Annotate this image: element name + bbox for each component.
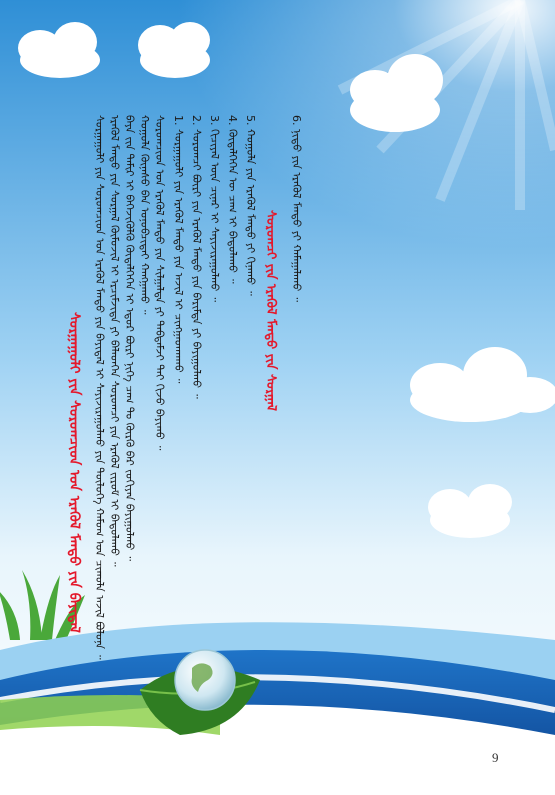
list-item: 5. ᠬᠣᠭᠣᠯᠠ ᠶᠢᠨ ᠡᠷᠡᠭᠦᠯ ᠮᠡᠨᠳᠦ ᠶᠢ ᠬᠢᠨᠠᠬᠤ ᠃ — [244, 115, 257, 296]
list-item: 6. ᠨᠢᠳᠦ ᠶᠢᠨ ᠡᠷᠡᠭᠦᠯ ᠮᠡᠨᠳᠦ ᠶᠢ ᠬᠠᠮᠠᠭᠠᠯᠠᠬᠤ ᠃ — [290, 115, 303, 302]
paragraph-line: ᠰᠤᠷᠤᠭᠴᠢᠳ ᠤᠨ ᠡᠷᠡᠭᠦᠯ ᠮᠡᠨᠳᠦ ᠶᠢᠨ ᠰᠢᠯᠭᠠᠯᠲᠠ ᠶᠢ ᠳᠠᠪᠲᠠᠮᠵᠢ ᠲᠠᠢ ᠬᠢᠵᠦ ᠪᠠᠶᠢᠬᠤ ᠃ — [153, 115, 166, 451]
paragraph-line: ᠰᠤᠷᠭᠠᠭᠤᠯᠢ ᠶᠢᠨ ᠰᠤᠷᠤᠭᠴᠢᠳ ᠤᠨ ᠡᠷᠡᠭᠦᠯ ᠮᠡᠨᠳᠦ ᠶᠢᠨ ᠪᠠᠶᠢᠳᠠᠯ ᠢ ᠰᠠᠶᠢᠵᠢᠷᠠᠭᠤᠯᠬᠤ ᠶᠢᠨ ᠲᠥᠯᠥᠭᠡ ᠬᠠᠮᠤᠭ ᠤᠨ ᠴᠢᠬᠤᠯᠠ ᠠᠵᠢᠯ ᠪᠣᠯᠤᠨᠠ ᠃ — [93, 115, 106, 660]
list-item: 4. ᠬᠥᠳᠡᠯᠭᠡᠭᠡᠨ ᠦ ᠴᠠᠭ ᠢ ᠪᠠᠲᠤᠯᠠᠬᠤ ᠃ — [226, 115, 239, 284]
list-item: 1. ᠰᠤᠷᠭᠠᠭᠤᠯᠢ ᠶᠢᠨ ᠡᠷᠡᠭᠦᠯ ᠮᠡᠨᠳᠦ ᠶᠢᠨ ᠠᠵᠢᠯ ᠢ ᠴᠢᠩᠭᠠᠳᠬᠠᠬᠤ ᠃ — [172, 115, 185, 384]
paragraph-line: ᠬᠣᠭᠣᠯᠠ ᠬᠦᠨᠡᠰᠦ ᠪᠡᠨ ᠣᠨᠣᠪᠴᠢᠲᠠᠢ ᠬᠠᠩᠭᠠᠬᠤ ᠃ — [138, 115, 151, 315]
main-heading: ᠰᠤᠷᠭᠠᠭᠤᠯᠢ ᠶᠢᠨ ᠰᠤᠷᠤᠭᠴᠢᠳ ᠤᠨ ᠡᠷᠡᠭᠦᠯ ᠮᠡᠨᠳᠦ ᠶᠢᠨ ᠪᠠᠶᠢᠳᠠᠯ — [66, 312, 82, 633]
list-item: 2. ᠰᠤᠷᠤᠭᠴᠢ ᠪᠦᠷᠢ ᠶᠢᠨ ᠡᠷᠡᠭᠦᠯ ᠮᠡᠨᠳᠦ ᠶᠢᠨ ᠪᠠᠷᠢᠮᠲᠠ ᠶᠢ ᠪᠠᠶᠢᠭᠤᠯᠬᠤ ᠃ — [190, 115, 203, 399]
page-number: 9 — [492, 750, 499, 765]
list-item: 3. ᠬᠢᠴᠢᠶᠡᠯ ᠦᠨ ᠴᠢᠨᠠᠷ ᠢ ᠰᠠᠶᠢᠵᠢᠷᠠᠭᠤᠯᠬᠤ ᠃ — [208, 115, 221, 303]
paragraph-line: ᠪᠡᠶᠡ ᠵᠢᠨ ᠲᠠᠮᠢᠷ ᠢ ᠪᠡᠬᠡᠵᠢᠭᠦᠯᠬᠦ ᠬᠥᠳᠡᠯᠭᠡᠭᠡᠨ ᠢ ᠡᠳᠦᠷ ᠪᠦᠷᠢ ᠨᠢᠭᠡ ᠴᠠᠭ ᠲᠤ ᠬᠦᠷᠬᠦ ᠪᠡᠷ ᠵᠣᠬᠢᠶᠠᠨ ᠪᠠᠶᠢᠭᠤᠯᠬᠤ ᠃ — [123, 115, 136, 561]
paragraph-line: ᠡᠷᠡᠭᠦᠯ ᠮᠡᠨᠳᠦ ᠶᠢᠨ ᠰᠤᠷᠭᠠᠯ ᠬᠦᠮᠦᠵᠢᠯ ᠢ ᠡᠷᠴᠢᠮᠵᠢᠳᠡ ᠶᠢ ᠪᠡᠯᠡᠳᠬᠡᠨ ᠰᠤᠷᠤᠭᠴᠢ ᠶᠢᠨ ᠡᠷᠡᠭᠦᠯ ᠵᠢᠷᠤᠮ ᠢ ᠪᠠᠲᠤᠯᠠᠬᠤ ᠃ — [108, 115, 121, 567]
sub-heading: ᠰᠤᠷᠤᠭᠴᠢ ᠶᠢᠨ ᠡᠷᠡᠭᠦᠯ ᠮᠡᠨᠳᠦ ᠶᠢᠨ ᠰᠤᠷᠭᠠᠯ — [263, 210, 278, 411]
